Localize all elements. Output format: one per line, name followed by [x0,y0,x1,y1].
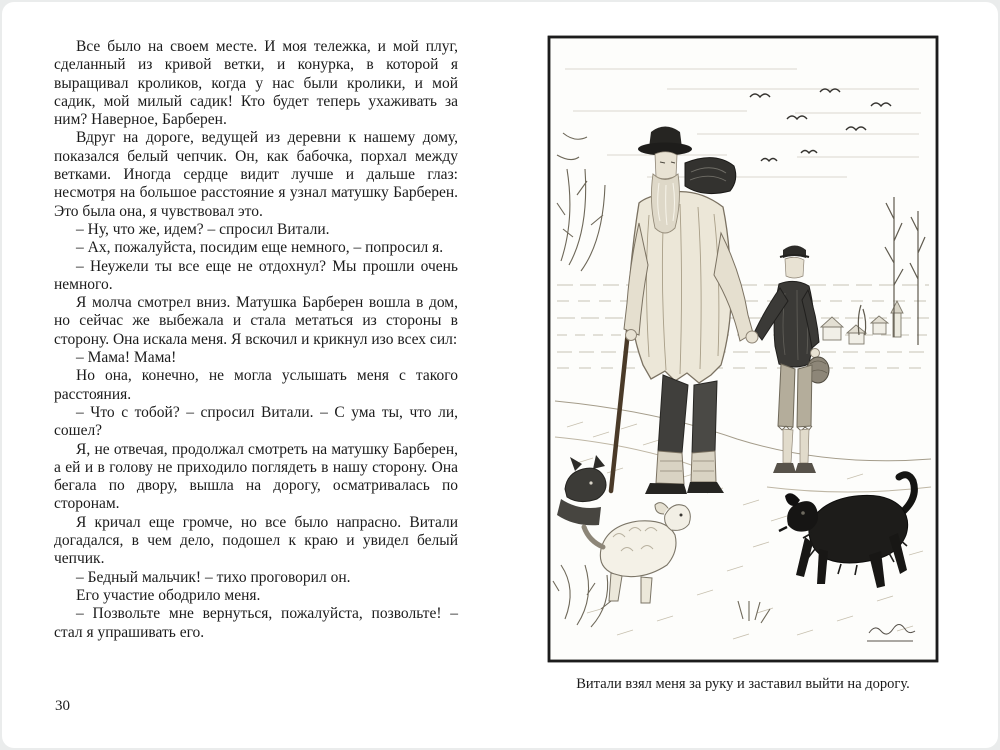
paragraph: – Позвольте мне вернуться, пожалуйста, позвольте! – стал я упрашивать его. [54,605,458,641]
clasped-hands [746,331,758,343]
page-number: 30 [55,698,70,714]
illustration-figure [547,35,939,693]
paragraph: – Ну, что же, идем? – спросил Витали. [76,220,330,238]
book-illustration [547,35,939,663]
text-column [54,38,458,642]
illustration-caption: Витали взял меня за руку и заставил выйти на дорогу. [576,676,910,692]
paragraph: – Неужели ты все еще не отдохнул? Мы прошли очень немного. [54,257,458,293]
paragraph: Я кричал еще громче, но все было напрасно. Витали догадался, в чем дело, подошел к краю и увидел белый чепчик. [54,513,458,568]
engraving-illustration [547,35,939,663]
paragraph: Я, не отвечая, продолжал смотреть на матушку Барберен, а ей и в голову не приходило поглядеть в нашу сторону. Она бегала по двору, вышла на дорогу, осматривалась по сторонам. [54,440,458,513]
book-spread [2,2,998,748]
paragraph: Я молча смотрел вниз. Матушка Барберен вошла в дом, но сейчас же выбежала и стала метаться из стороны в сторону. Она искала меня. Я вскочил и крикнул изо всех сил: [54,294,458,348]
paragraph: Все было на своем месте. И моя тележка, и мой плуг, сделанный из кривой ветки, и конурка, в которой я выращивал кроликов, когда у нас были кролики, и мой садик, мой милый садик! Кто будет теперь ухаживать за ним? Наверное, Барберен. [54,38,458,129]
paragraph: – Ах, пожалуйста, посидим еще немного, – попросил я. [76,239,444,257]
paragraph: – Что с тобой? – спросил Витали. – С ума ты, что ли, сошел? [54,403,458,440]
paragraph: Вдруг на дороге, ведущей из деревни к нашему дому, показался белый чепчик. Он, как бабочка, порхал между ветками. Иногда сердце видит лучше и дальше глаз: несмотря на большое расстояние я узнал матушку Барберен. Это была она, я чувствовал это. [54,129,458,220]
paragraph: – Бедный мальчик! – тихо проговорил он. [76,568,351,586]
shoulder-bundle [685,158,736,194]
paragraph: Его участие ободрило меня. [76,586,261,604]
paragraph: – Мама! Мама! [76,349,177,367]
paragraph: Но она, конечно, не могла услышать меня с такого расстояния. [54,367,458,403]
